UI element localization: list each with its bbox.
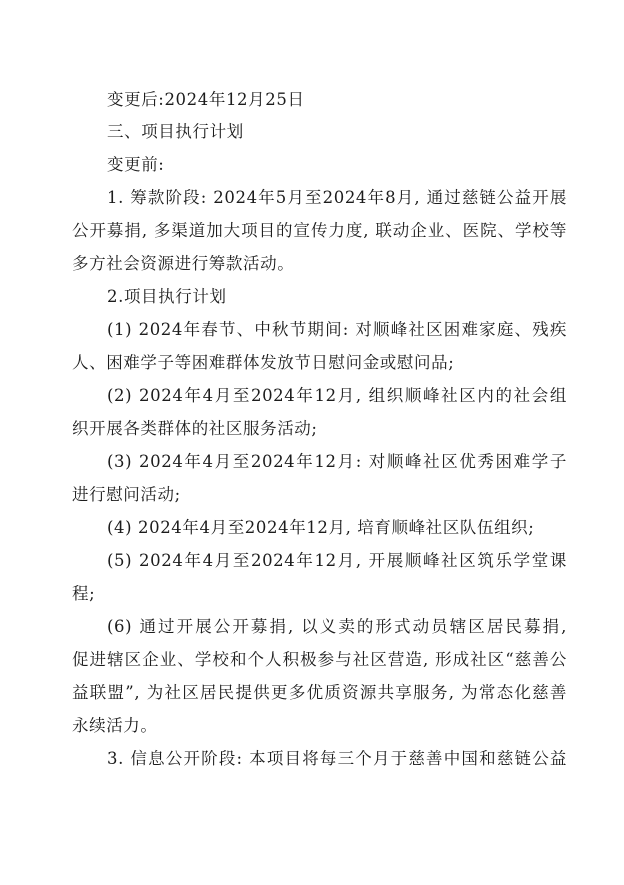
item-2-line-1: (2) 2024年4月至2024年12月, 组织顺峰社区内的社会组 bbox=[107, 386, 567, 405]
paragraph-disclosure-line-1: 3. 信息公开阶段: 本项目将每三个月于慈善中国和慈链公益 bbox=[107, 749, 567, 768]
text-line-changed-before: 变更前: bbox=[107, 155, 165, 174]
paragraph-fundraising-line-2: 公开募捐, 多渠道加大项目的宣传力度, 联动企业、医院、学校等 bbox=[72, 221, 567, 240]
text-line-changed-after: 变更后:2024年12月25日 bbox=[107, 90, 305, 109]
item-5-line-1: (5) 2024年4月至2024年12月, 开展顺峰社区筑乐学堂课 bbox=[107, 551, 567, 570]
section-heading-execution-plan: 三、项目执行计划 bbox=[107, 122, 244, 141]
paragraph-fundraising-line-1: 1. 筹款阶段: 2024年5月至2024年8月, 通过慈链公益开展 bbox=[107, 188, 567, 207]
item-2-line-2: 织开展各类群体的社区服务活动; bbox=[72, 419, 318, 438]
item-6-line-4: 永续活力。 bbox=[72, 716, 158, 735]
item-3-line-2: 进行慰问活动; bbox=[72, 485, 181, 504]
item-6-line-3: 益联盟”, 为社区居民提供更多优质资源共享服务, 为常态化慈善 bbox=[72, 683, 567, 702]
item-1-line-2: 人、困难学子等困难群体发放节日慰问金或慰问品; bbox=[72, 353, 455, 372]
item-6-line-1: (6) 通过开展公开募捐, 以义卖的形式动员辖区居民募捐, bbox=[107, 617, 567, 636]
item-1-line-1: (1) 2024年春节、中秋节期间: 对顺峰社区困难家庭、残疾 bbox=[107, 320, 567, 339]
item-3-line-1: (3) 2024年4月至2024年12月: 对顺峰社区优秀困难学子 bbox=[107, 452, 567, 471]
paragraph-fundraising-line-3: 多方社会资源进行筹款活动。 bbox=[72, 254, 295, 273]
item-5-line-2: 程; bbox=[72, 584, 96, 603]
subheading-execution-plan: 2.项目执行计划 bbox=[107, 287, 227, 306]
item-6-line-2: 促进辖区企业、学校和个人积极参与社区营造, 形成社区“慈善公 bbox=[72, 650, 567, 669]
item-4-line-1: (4) 2024年4月至2024年12月, 培育顺峰社区队伍组织; bbox=[107, 518, 535, 537]
